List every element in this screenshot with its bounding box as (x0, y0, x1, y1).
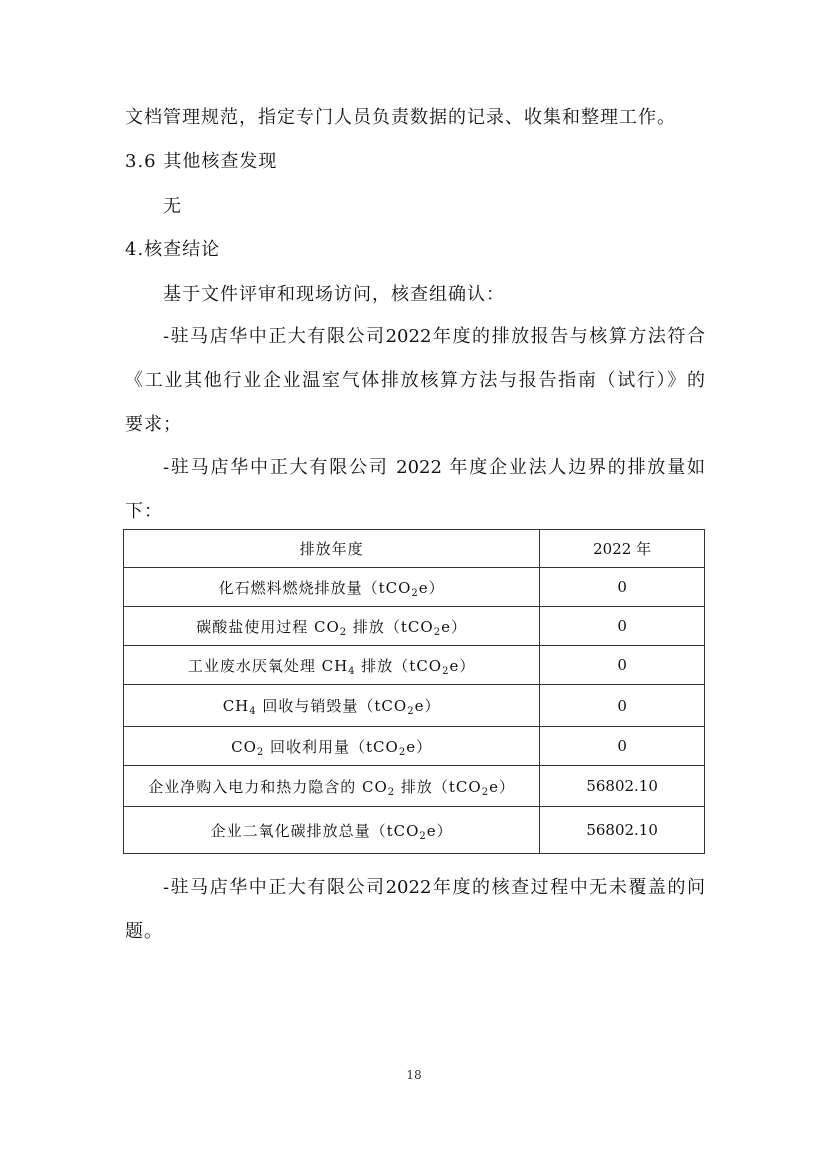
conclusion-1-line-2: 《工业其他行业企业温室气体排放核算方法与报告指南（试行）》的 (125, 370, 705, 391)
row-value: 56802.10 (540, 807, 705, 854)
header-year-value: 2022 年 (540, 530, 705, 568)
conclusion-1-line-3: 要求； (125, 414, 182, 435)
row-label: 工业废水厌氧处理 $CH_4$ 排放（tCO$_2$e） (124, 646, 540, 685)
page-number: 18 (406, 1068, 422, 1082)
section-heading-4: 4.核查结论 (125, 239, 221, 260)
conclusion-1-line-1: -驻马店华中正大有限公司2022年度的排放报告与核算方法符合 (163, 326, 705, 347)
header-emission-year: 排放年度 (124, 530, 540, 568)
row-value: 0 (540, 568, 705, 607)
row-value: 0 (540, 685, 705, 727)
emissions-table (123, 529, 705, 854)
table-row (124, 568, 705, 607)
table-row (124, 646, 705, 685)
paragraph-intro: 基于文件评审和现场访问，核查组确认： (163, 284, 505, 305)
row-value: 0 (540, 727, 705, 766)
conclusion-3-line-2: 题。 (125, 921, 163, 942)
table-row (124, 727, 705, 766)
table-header-row (124, 530, 705, 568)
conclusion-2-line-1: -驻马店华中正大有限公司 2022 年度企业法人边界的排放量如 (163, 457, 705, 478)
row-label: 企业二氧化碳排放总量（tCO$_2$e） (124, 807, 540, 854)
row-value: 0 (540, 607, 705, 646)
paragraph-archive-management: 文档管理规范，指定专门人员负责数据的记录、收集和整理工作。 (125, 107, 676, 128)
row-label: $CO_2$ 回收利用量（tCO$_2$e） (124, 727, 540, 766)
row-label: 化石燃料燃烧排放量（tCO$_2$e） (124, 568, 540, 607)
paragraph-none: 无 (163, 196, 182, 217)
table-row (124, 766, 705, 807)
row-value: 0 (540, 646, 705, 685)
conclusion-2-line-2: 下： (125, 501, 163, 522)
conclusion-3-line-1: -驻马店华中正大有限公司2022年度的核查过程中无未覆盖的问 (163, 877, 705, 898)
table-row (124, 685, 705, 727)
row-value: 56802.10 (540, 766, 705, 807)
row-label: $CH_4$ 回收与销毁量（tCO$_2$e） (124, 685, 540, 727)
row-label: 企业净购入电力和热力隐含的 $CO_2$ 排放（tCO$_2$e） (124, 766, 540, 807)
section-heading-3-6: 3.6 其他核查发现 (125, 151, 278, 172)
table-row (124, 607, 705, 646)
row-label: 碳酸盐使用过程 $CO_2$ 排放（tCO$_2$e） (124, 607, 540, 646)
table-row (124, 807, 705, 854)
